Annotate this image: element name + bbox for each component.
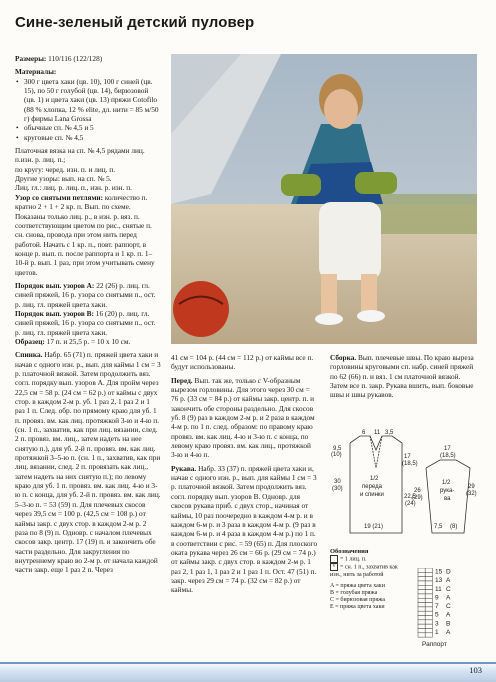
- legend-item: B = голубая пряжа: [330, 589, 378, 596]
- paragraph-text: Другие узоры: вып. на сп. № 5.: [15, 174, 112, 184]
- row-color-letter: C: [446, 603, 451, 611]
- instructions-column-3: [330, 353, 478, 400]
- chart-cell: [418, 607, 425, 611]
- paragraph: [15, 165, 161, 174]
- dim-label: ва: [444, 496, 451, 502]
- row-color-letter: A: [446, 628, 451, 636]
- paragraph: [15, 309, 161, 337]
- chart-cell: [425, 594, 432, 598]
- dim-label: (10): [331, 452, 342, 458]
- dim-label: 17: [444, 446, 451, 452]
- row-number: 9: [435, 594, 439, 602]
- paragraph: [15, 174, 161, 183]
- dim-label: (18,5): [402, 461, 418, 467]
- stitch-chart: [404, 568, 484, 648]
- dim-label: (8): [450, 524, 458, 530]
- dim-label: 19 (21): [364, 524, 384, 530]
- chart-cell: [418, 577, 425, 581]
- chart-cell: [425, 620, 432, 624]
- chart-cell: [425, 572, 432, 576]
- dim-label: 1/2: [370, 476, 379, 482]
- chart-cell: [425, 568, 432, 572]
- chart-cell: [418, 603, 425, 607]
- dim-label: (18,5): [440, 453, 456, 459]
- materials-item: • круговые сп. № 4,5: [24, 133, 161, 142]
- materials-label: Материалы:: [15, 67, 57, 77]
- legend-item: E = пряжа цвета хаки: [330, 603, 385, 610]
- legend-title: Обозначения: [330, 548, 369, 555]
- footer-line: [0, 662, 496, 664]
- dim-label: 9,5: [333, 446, 342, 452]
- instructions-column-1: [15, 54, 161, 575]
- paragraph-text: количество п. кратно 2 + 1 + 2 кр. п. Вып. по схеме. Показаны только лиц. р., в изн. р. вяз. п. соответствующим цветом по рис., снятые п. сн. снова, провода при этом нить перед работой. Начать с 1 кр. п., повт. раппорт, в конце р. вып. п. после раппорта и 1 кр. п. 1–10-й р. вып. 1 раз, при этом учитывать смену цветов.: [15, 192, 155, 277]
- paragraph-text: по кругу: черед. изн. п. и лиц. п.: [15, 164, 116, 174]
- dim-label: 29: [468, 484, 475, 490]
- sizes-value: 110/116 (122/128): [46, 54, 103, 63]
- instructions-column-2: [171, 353, 318, 595]
- paragraph-text: 22 (26) р. лиц. гл. синей пряжей, 16 р. узора со снятыми п., ост. р. лиц. гл. пряжей цвета хаки.: [15, 280, 156, 309]
- paragraph-text: Лиц. гл.: лиц. р. лиц. п., изн. р. изн. п.: [15, 183, 132, 193]
- chart-cell: [418, 611, 425, 615]
- chart-cell: [418, 581, 425, 585]
- sizes-line: [15, 54, 161, 63]
- dim-label: 22,5: [404, 494, 416, 500]
- dim-label: (24): [405, 501, 416, 507]
- chart-cell: [418, 594, 425, 598]
- chart-cell: [425, 585, 432, 589]
- chart-cell: [425, 624, 432, 628]
- paragraph-heading: Рукава.: [171, 463, 197, 473]
- dim-label: 7,5: [434, 524, 443, 530]
- paragraph-text: 16 (20) р. лиц. гл. синей пряжей, 16 р. узора со снятыми п., ост. р. лиц. гл. пряжей цвета хаки.: [15, 308, 156, 337]
- dim-label: переда: [362, 484, 382, 490]
- materials-item: • 300 г цвета хаки (цв. 10), 100 г синей (цв. 15), по 50 г голубой (цв. 14), бирюзовой (цв. 1) и цвета хаки (цв. 13) пряжи Cotofilo (88 % хлопка, 12 % elite, дл. нити = 85 м/50 г) фирмы Lana Grossa: [24, 77, 161, 124]
- dim-label: 6: [362, 430, 366, 436]
- paragraph: [171, 376, 318, 460]
- chart-cell: [418, 633, 425, 637]
- row-color-letter: A: [446, 594, 451, 602]
- paragraph-text: Вып. плечевые швы. По краю выреза горловины круговыми сп. набр. синей пряжей по 62 (66) п. и вяз. 1 см платочной вязкой. Затем все п. закр. Рукава вшить, вып. боковые швы и швы рукавов.: [330, 353, 474, 400]
- row-number: 11: [435, 585, 442, 593]
- dim-label: и спинки: [360, 492, 384, 498]
- paragraph-heading: Спинка.: [15, 350, 43, 360]
- chart-cell: [418, 572, 425, 576]
- row-number: 1: [435, 628, 439, 636]
- footer-bar: [0, 662, 496, 682]
- chart-cell: [418, 568, 425, 572]
- paragraph-text: Набр. 33 (37) п. пряжей цвета хаки и, начав с одного изн. р., вып. для каймы 1 см = 3 р. платочной вязкой. Затем продолжить вяз. согл. порядку вып. узоров В. Одновр. для скосов рукава приб. с двух стор., начиная от каймы, 10 раз поочередно в каждом 4-м р. и в каждом 6-м р. и 3 раза в каждом 4-м р. (9 раз в каждом 6-м р. и 4 раза в каждом 4-м р.) по 1 п. в соответствии с рис. = 59 (65) п. Для плоского оката рукава через 26 см = 66 р. (29 см = 74 р.) от каймы закр. с двух стор. в каждом 2-м р. 1 раз 2, 1 раз 1, 1 раз 2 и 1 раз 1 п. Ост. 47 (51) п. закр. через 29 см = 74 р. (32 см = 82 р.) от каймы.: [171, 463, 318, 595]
- paragraph: [15, 193, 161, 277]
- paragraph-text: Вып. так же, только с V-образным вырезом горловины. Для этого через 30 см = 76 р. (33 см = 84 р.) от каймы закр. центр. п. и закончить обе стороны раздельно. Для скосов уб. 8 (9) раз в каждом 2-м р. и 2 раза в каждом 4-м р. по 1 п. след. образом: по правому краю провяз. вм. как лиц. 4-ю и 3-ю п. с конца, по левому краю провяз. вм. как лиц., протяжкой 3-ю и 4-ю п.: [171, 375, 315, 460]
- paragraph-text: Платочная вязка на сп. № 4,5 рядами лиц. п.изн. р. лиц. п.;: [15, 146, 145, 165]
- sizes-label: Размеры:: [15, 54, 47, 63]
- chart-cell: [425, 598, 432, 602]
- dim-label: 1/2: [442, 480, 451, 486]
- dim-label: 26: [414, 488, 421, 494]
- row-color-letter: A: [446, 577, 451, 585]
- paragraph-heading: Образец:: [15, 336, 45, 346]
- legend: [330, 548, 400, 611]
- row-number: 13: [435, 577, 443, 585]
- chart-cell: [425, 577, 432, 581]
- row-number: 15: [435, 568, 443, 576]
- paragraph-text: Набр. 65 (71) п. пряжей цвета хаки и начав с одного изн. р., вып. для каймы 1 см = 3 р. платочной вязкой. Затем продолжить вяз. согл. порядку вып. узоров А. Для пройм через 22,5 см = 58 р. (24 см = 62 р.) от каймы с двух стор. в каждом 2-м р. уб. 1 раз 2, 1 раз 2 и 1 раз 1 п. След. обр. по прямому краю для уб. 1 п. провяз. вм. как лиц. протяжкой 3-ю и 4-ю п. (сн. 1 п., захватив, как при лиц. вязании, след. 2 п. провяз. вм. лиц., затем надеть на нее снятую п.), для уб. 2-й п. провяз. вм. как лиц. протяжкой 3–5-ю п. (сн. 1 п., захватив, как при лиц. вязании, след. 2 п. провязать как лиц., затем надеть на них снятую п.); по левому краю для уб. 1 п. провяз. вм. как лиц. 4-ю и 3-ю п. с конца, для уб. 2-й п. провяз. вм. как лиц. 5–3-ю п. = 53 (59) п. Для плечевых скосов через 39,5 см = 100 р. (42,5 см = 108 р.) от каймы закр. с двух стор. в каждом 2-м р. 2 раза по 8 (9) п. Одновр. с началом плечевых скосов закр. центр. 17 (19) п. и закончить обе части раздельно. Для закругления по внутреннему краю во 2-м р. от начала каждой части закр. еще 1 раз 2 п. Через: [15, 350, 161, 575]
- page-title: Сине-зеленый детский пуловер: [15, 14, 255, 31]
- chart-cell: [418, 628, 425, 632]
- dim-label: (29): [412, 495, 423, 501]
- chart-cell: [425, 607, 432, 611]
- materials-item: • обычные сп. № 4,5 и 5: [24, 123, 161, 132]
- row-number: 7: [435, 603, 439, 611]
- page-number: 103: [469, 665, 482, 675]
- legend-item: = 1 лиц. п.: [330, 555, 400, 563]
- paragraph: [15, 350, 161, 574]
- paragraph-text: 17 п. и 25,5 р. = 10 х 10 см.: [44, 336, 131, 346]
- paragraph: [15, 281, 161, 309]
- row-color-letter: C: [446, 585, 451, 593]
- legend-item: A = пряжа цвета хаки: [330, 582, 385, 589]
- row-number: 3: [435, 620, 439, 628]
- paragraph: [15, 146, 161, 165]
- paragraph: [171, 353, 318, 372]
- chart-cell: [418, 616, 425, 620]
- row-color-letter: B: [446, 620, 451, 628]
- chart-cell: [418, 598, 425, 602]
- product-photo: [171, 54, 477, 344]
- dim-label: (32): [466, 491, 477, 497]
- legend-item: C = бирюзовая пряжа: [330, 596, 385, 603]
- pattern-schematics: [330, 428, 480, 538]
- row-color-letter: D: [446, 568, 451, 576]
- paragraph-heading: Порядок вып. узоров А:: [15, 280, 95, 290]
- paragraph: [15, 337, 161, 346]
- legend-item: V = сн. 1 п., захватив как изн., нить за работой: [330, 564, 398, 578]
- chart-cell: [425, 611, 432, 615]
- dim-label: (30): [332, 486, 343, 492]
- paragraph-text: 41 см = 104 р. (44 см = 112 р.) от каймы все п. будут использованы.: [171, 353, 314, 372]
- dim-label: 11: [374, 430, 381, 436]
- dim-label: рука-: [440, 488, 455, 494]
- chart-cell: [425, 603, 432, 607]
- photo-illustration: [171, 54, 477, 344]
- chart-cell: [418, 585, 425, 589]
- paragraph-heading: Перед.: [171, 375, 193, 385]
- chart-cell: [425, 581, 432, 585]
- paragraph: [330, 353, 478, 400]
- rapport-label: Раппорт: [422, 641, 447, 648]
- paragraph: [15, 183, 161, 192]
- chart-cell: [425, 616, 432, 620]
- paragraph-heading: Узор со снятыми петлями:: [15, 192, 104, 202]
- paragraph-heading: Порядок вып. узоров В:: [15, 308, 94, 318]
- chart-cell: [418, 624, 425, 628]
- row-number: 5: [435, 611, 439, 619]
- dim-label: 17: [404, 454, 411, 460]
- chart-cell: [425, 628, 432, 632]
- dim-label: 30: [334, 479, 341, 485]
- materials-list: [15, 77, 161, 142]
- paragraph: [171, 464, 318, 595]
- chart-cell: [425, 633, 432, 637]
- chart-cell: [418, 620, 425, 624]
- row-color-letter: A: [446, 611, 451, 619]
- paragraph-heading: Сборка.: [330, 353, 357, 362]
- chart-cell: [418, 590, 425, 594]
- chart-cell: [425, 590, 432, 594]
- col1-body: [15, 146, 161, 574]
- dim-label: 3,5: [385, 430, 394, 436]
